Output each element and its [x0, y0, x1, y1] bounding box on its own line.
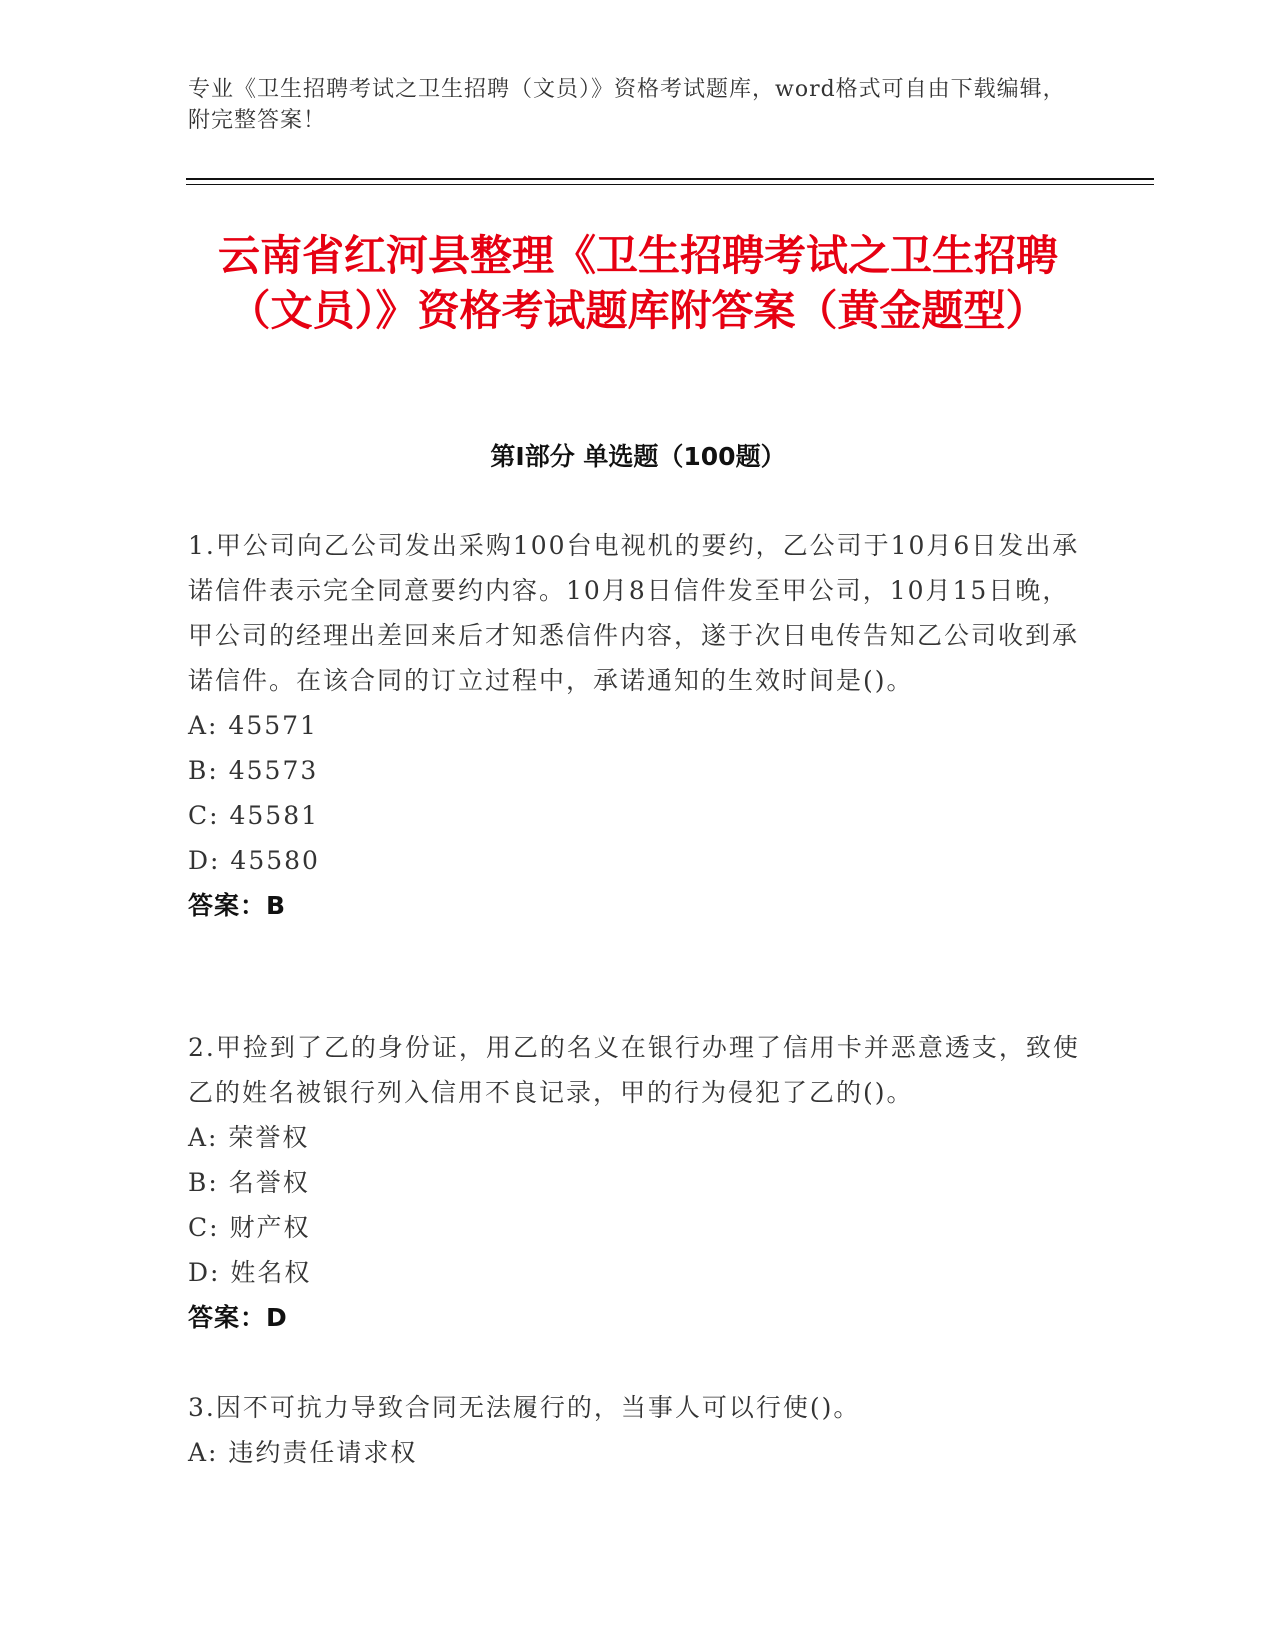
option-a: A: 荣誉权 — [188, 1123, 310, 1152]
question-3 — [188, 1385, 1088, 1475]
header-note: 专业《卫生招聘考试之卫生招聘（文员）》资格考试题库，word格式可自由下载编辑，附完整答案！ — [188, 77, 1066, 133]
answer: 答案：B — [188, 891, 287, 920]
document-title: 云南省红河县整理《卫生招聘考试之卫生招聘（文员）》资格考试题库附答案（黄金题型） — [217, 231, 1058, 335]
question-stem: 1.甲公司向乙公司发出采购100台电视机的要约，乙公司于10月6日发出承诺信件表示完全同意要约内容。10月8日信件发至甲公司，10月15日晚，甲公司的经理出差回来后才知悉信件内容，遂于次日电传告知乙公司收到承诺信件。在该合同的订立过程中，承诺通知的生效时间是()。 — [188, 531, 1080, 695]
header-rule-thin — [186, 184, 1154, 185]
question-2 — [188, 1025, 1088, 1340]
option-b: B: 名誉权 — [188, 1168, 310, 1197]
question-stem: 2.甲捡到了乙的身份证，用乙的名义在银行办理了信用卡并恶意透支，致使乙的姓名被银行列入信用不良记录，甲的行为侵犯了乙的()。 — [188, 1033, 1080, 1107]
answer: 答案：D — [188, 1303, 288, 1332]
option-c: C: 财产权 — [188, 1213, 311, 1242]
option-d: D: 45580 — [188, 846, 320, 875]
question-stem: 3.因不可抗力导致合同无法履行的，当事人可以行使()。 — [188, 1393, 861, 1422]
option-a: A: 45571 — [188, 711, 318, 740]
question-1 — [188, 523, 1088, 928]
option-b: B: 45573 — [188, 756, 319, 785]
header-rule — [186, 178, 1154, 180]
option-a: A: 违约责任请求权 — [188, 1438, 418, 1467]
option-d: D: 姓名权 — [188, 1258, 312, 1287]
option-c: C: 45581 — [188, 801, 320, 830]
section-title: 第I部分 单选题（100题） — [490, 442, 786, 471]
